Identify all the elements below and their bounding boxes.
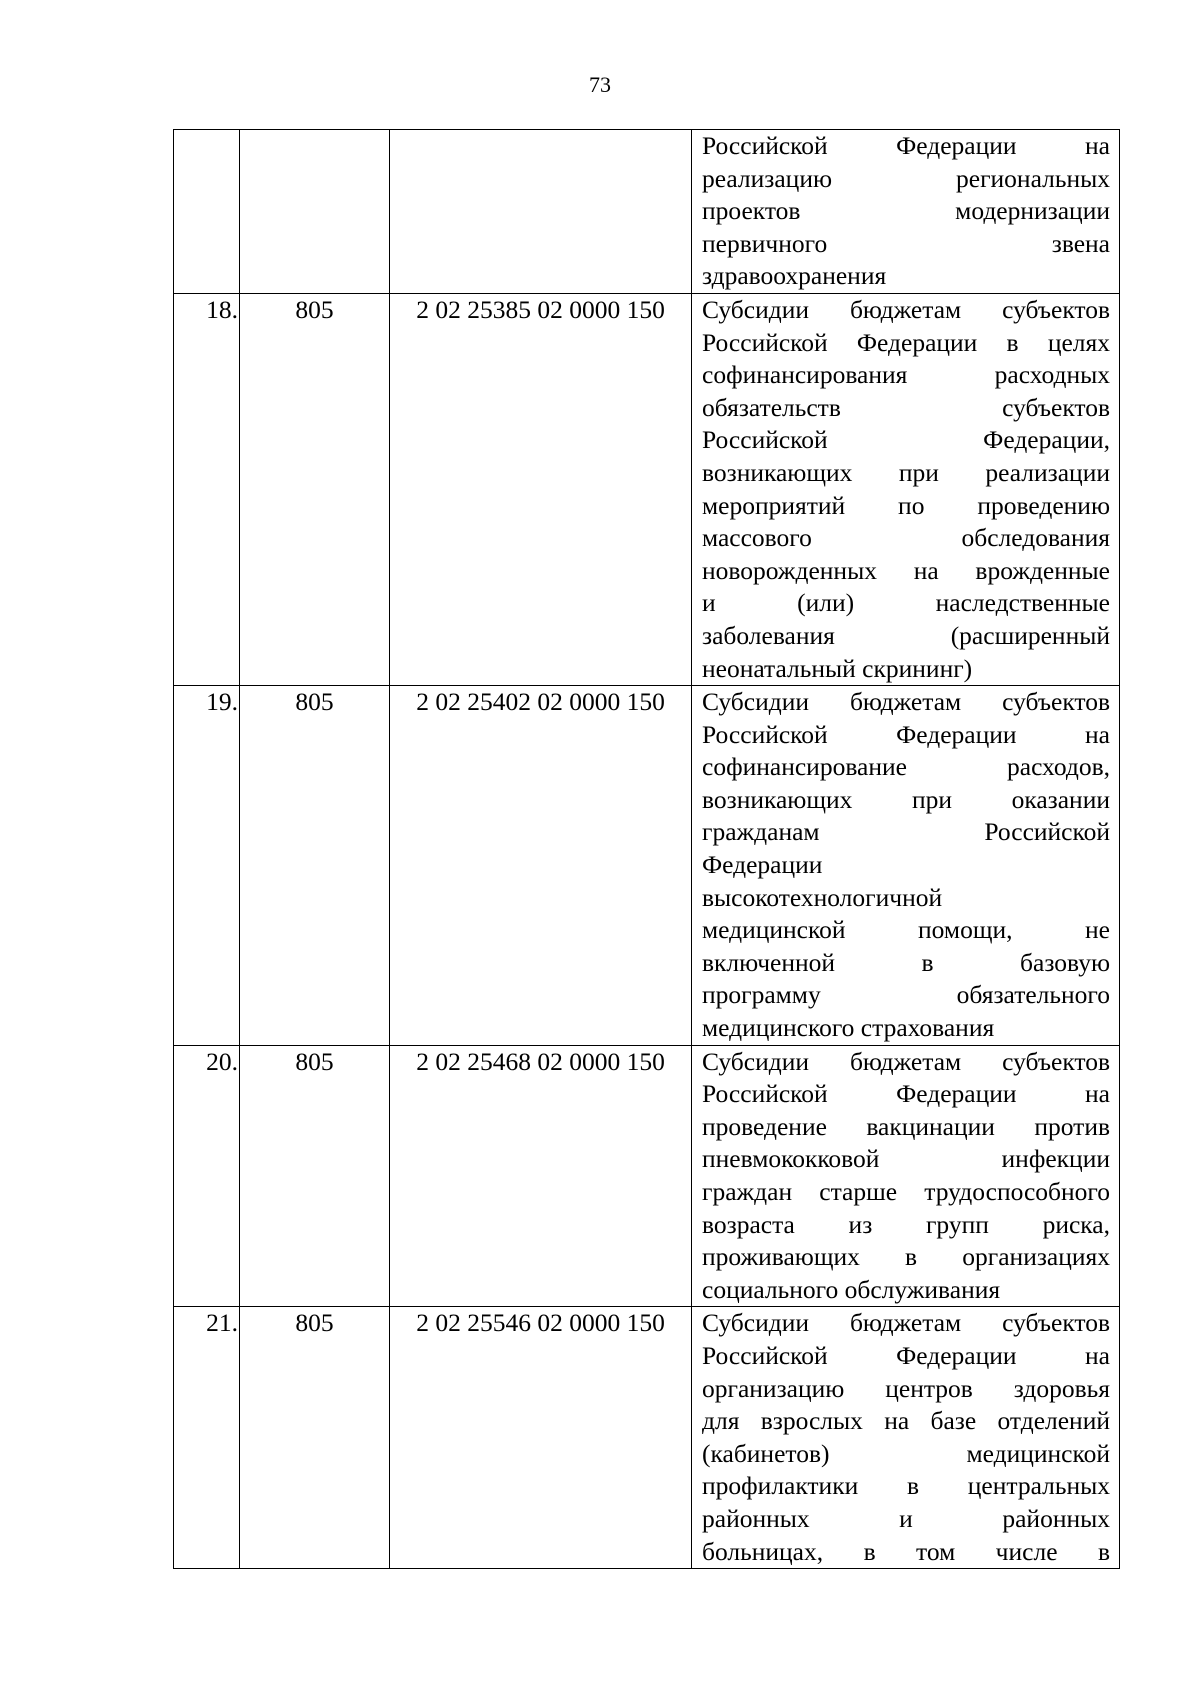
income-name-line: первичного звена (702, 228, 1110, 258)
table-row (174, 130, 1120, 294)
income-name-line: возникающих при реализации (702, 457, 1110, 487)
income-name-line: возникающих при оказании (702, 784, 1110, 814)
income-code-cell: 2 02 25385 02 0000 150 (390, 293, 692, 685)
income-name-line: организацию центров здоровья (702, 1373, 1110, 1403)
income-name-line: медицинского страхования (702, 1013, 995, 1043)
income-name-line: софинансирование расходов, (702, 752, 1110, 782)
table-row (174, 1045, 1120, 1307)
income-name-cell (692, 1045, 1120, 1307)
income-name-cell (692, 130, 1120, 294)
income-name-line: гражданам Российской (702, 817, 1110, 847)
admin-code-cell: 805 (240, 1307, 390, 1569)
row-number-cell: 19. (174, 686, 240, 1046)
income-name-line: высокотехнологичной (702, 882, 943, 912)
row-number-cell: 18. (174, 293, 240, 685)
income-name-line: Федерации (702, 850, 823, 880)
income-name-line: включенной в базовую (702, 947, 1110, 977)
income-name-line: Субсидии бюджетам субъектов (702, 294, 1110, 324)
income-name-line: заболевания (расширенный (702, 620, 1110, 650)
income-name-line: проживающих в организациях (702, 1242, 1110, 1272)
income-name-line: Российской Федерации в целях (702, 327, 1110, 357)
income-name-line: профилактики в центральных (702, 1471, 1110, 1501)
admin-code-cell: 805 (240, 686, 390, 1046)
income-code-cell: 2 02 25546 02 0000 150 (390, 1307, 692, 1569)
income-name-line: неонатальный скрининг) (702, 653, 973, 683)
income-name-line: новорожденных на врожденные (702, 555, 1110, 585)
income-name-line: мероприятий по проведению (702, 490, 1110, 520)
income-name-line: социального обслуживания (702, 1274, 1001, 1304)
table-row (174, 686, 1120, 1046)
income-name-line: реализацию региональных (702, 163, 1110, 193)
income-name-line: массового обследования (702, 523, 1110, 553)
income-name-line: и (или) наследственные (702, 588, 1110, 618)
income-name-line: Российской Федерации на (702, 719, 1110, 749)
income-name-line: для взрослых на базе отделений (702, 1406, 1110, 1436)
income-name-cell (692, 686, 1120, 1046)
budget-income-table (173, 129, 1120, 1569)
admin-code-cell (240, 130, 390, 294)
income-name-line: граждан старше трудоспособного (702, 1177, 1110, 1206)
income-name-line: Субсидии бюджетам субъектов (702, 1046, 1110, 1076)
income-name-cell (692, 1307, 1120, 1569)
income-name-line: Российской Федерации на (702, 1079, 1110, 1109)
income-name-line: здравоохранения (702, 261, 887, 291)
income-name-line: Субсидии бюджетам субъектов (702, 1308, 1110, 1338)
income-name-line: районных и районных (702, 1503, 1110, 1533)
income-name-line: медицинской помощи, не (702, 915, 1110, 945)
income-name-line: Российской Федерации на (702, 1340, 1110, 1370)
admin-code-cell: 805 (240, 293, 390, 685)
row-number-cell (174, 130, 240, 294)
income-name-line: проведение вакцинации против (702, 1111, 1110, 1141)
income-name-line: пневмококковой инфекции (702, 1144, 1110, 1174)
income-name-line: обязательств субъектов (702, 392, 1110, 422)
income-code-cell: 2 02 25402 02 0000 150 (390, 686, 692, 1046)
admin-code-cell: 805 (240, 1045, 390, 1307)
table-body (174, 130, 1120, 1569)
income-name-cell (692, 293, 1120, 685)
row-number-cell: 20. (174, 1045, 240, 1307)
income-name-line: Российской Федерации на (702, 131, 1110, 160)
table-row (174, 1307, 1120, 1569)
income-name-line: проектов модернизации (702, 196, 1110, 226)
table-row (174, 293, 1120, 685)
income-name-line: больницах, в том числе в (702, 1536, 1110, 1566)
income-name-line: Российской Федерации, (702, 425, 1110, 455)
income-name-line: софинансирования расходных (702, 360, 1110, 390)
page-number: 73 (589, 72, 611, 97)
row-number-cell: 21. (174, 1307, 240, 1569)
income-name-line: (кабинетов) медицинской (702, 1438, 1110, 1468)
income-code-cell (390, 130, 692, 294)
income-name-line: возраста из групп риска, (702, 1209, 1110, 1239)
income-name-line: программу обязательного (702, 980, 1110, 1010)
income-code-cell: 2 02 25468 02 0000 150 (390, 1045, 692, 1307)
income-name-line: Субсидии бюджетам субъектов (702, 687, 1110, 717)
